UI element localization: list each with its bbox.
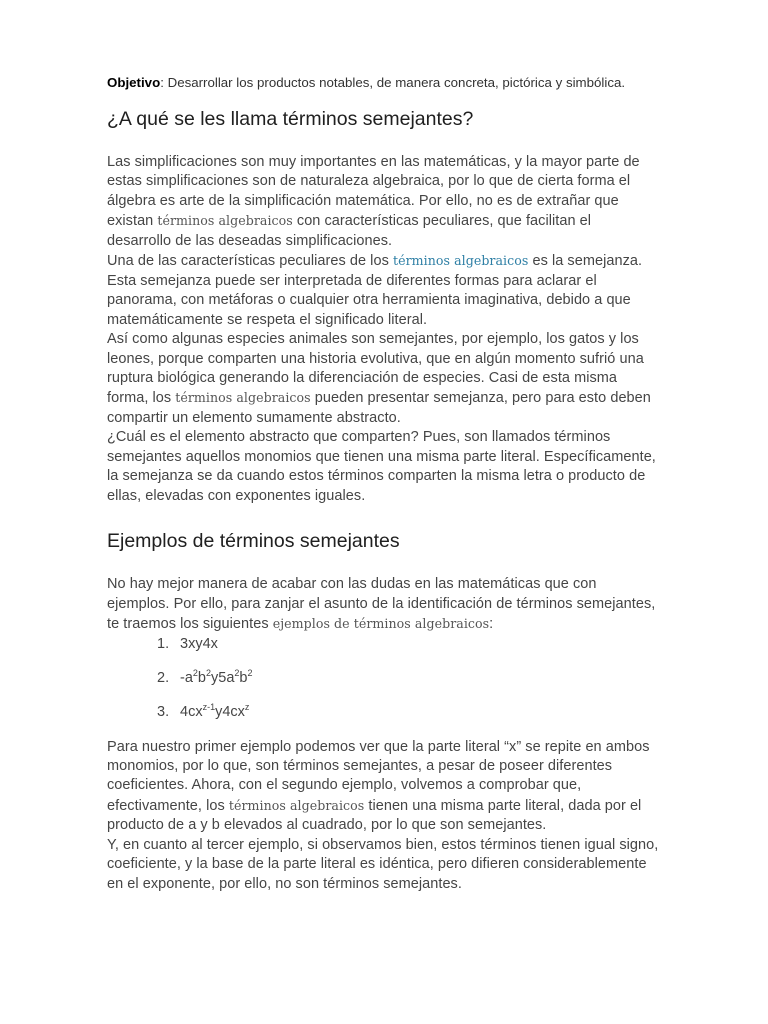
link-algebraic-terms[interactable]: términos algebraicos: [392, 253, 529, 269]
text-run: ¿Cuál es el elemento abstracto que comparten? Pues, son llamados términos semejantes aquellos monomios que tienen una misma parte literal. Específicamente, la semejanza se da cuando estos términos comparten la misma letra o producto de ellas, elevadas con exponentes iguales.: [107, 429, 656, 504]
expression-base: 4cx: [180, 703, 203, 720]
expression-base: y4cx: [215, 703, 245, 720]
expression-base: y5a: [211, 669, 235, 686]
text-run: pueden presentar semejanza, pero para esto deben compartir un elemento sumamente abstracto.: [107, 390, 651, 426]
list-number: 3.: [157, 703, 170, 720]
text-run: Para nuestro primer ejemplo podemos ver que la parte literal “x” se repite en ambos monomios, por lo que, son términos semejantes, a pesar de poseer diferentes coeficientes. Ahora, con el segundo ejemplo, volvemos a comprobar que, efectivamente, los: [107, 738, 650, 814]
list-number: 2.: [157, 669, 170, 686]
exponent: 2: [234, 667, 240, 678]
list-item: [107, 635, 659, 654]
text-run: Y, en cuanto al tercer ejemplo, si observamos bien, estos términos tienen igual signo, coeficiente, y la base de la parte literal es idéntica, pero difieren considerablemente en el exponente, por ello, no son términos semejantes.: [107, 836, 659, 892]
expression: 3xy4x: [180, 635, 218, 652]
text-run: No hay mejor manera de acabar con las dudas en las matemáticas que con ejemplos. Por ello, para zanjar el asunto de la identificación de términos semejantes, te traemos los siguientes: [107, 576, 656, 633]
expression: [180, 667, 253, 686]
list-number: 1.: [157, 635, 170, 652]
text-run: es la semejanza. Esta semejanza puede ser interpretada de diferentes formas para aclarar el panorama, con metáforas o cualquier otra herramienta imaginativa, debido a que matemáticamente se respeta el significado literal.: [107, 253, 643, 328]
text-run: :: [489, 616, 494, 633]
expression-base: b: [197, 669, 206, 686]
examples-list: [107, 635, 659, 722]
term-algebraic: términos algebraicos: [157, 213, 293, 229]
heading-examples: Ejemplos de términos semejantes: [107, 530, 400, 553]
text-run: tienen una misma parte literal, dada por el producto de a y b elevados al cuadrado, por lo que son semejantes.: [107, 797, 642, 834]
expression-base: b: [239, 669, 248, 686]
term-algebraic: términos algebraicos: [175, 390, 311, 406]
text-run: Las simplificaciones son muy importantes en las matemáticas, y la mayor parte de estas simplificaciones son de naturaleza algebraica, por lo que de cierta forma el álgebra es arte de la simplificación matemática. Por ello, no es de extrañar que existan: [107, 154, 640, 230]
objective-text: : Desarrollar los productos notables, de manera concreta, pictórica y simbólica.: [160, 75, 626, 90]
paragraph-examples-intro: [107, 575, 659, 634]
text-run: Una de las características peculiares de los: [107, 253, 393, 270]
paragraph-explanation: [107, 738, 659, 895]
text-run: con características peculiares, que facilitan el desarrollo de las deseadas simplificaciones.: [107, 213, 592, 249]
exponent: 2: [192, 667, 198, 678]
list-item: [107, 669, 659, 688]
exponent: z: [244, 701, 250, 712]
list-item: [107, 703, 659, 722]
exponent: z-1: [202, 701, 216, 712]
text-run: Así como algunas especies animales son semejantes, por ejemplo, los gatos y los leones, porque comparten una historia evolutiva, que en algún momento sufrió una ruptura biológica generando la diferenciación de especies. Casi de esta misma forma, los: [107, 331, 644, 407]
document-page: [107, 74, 659, 894]
exponent: 2: [206, 667, 212, 678]
paragraph-simplifications: [107, 153, 659, 506]
objective-label: Objetivo: [107, 75, 161, 90]
expression: [180, 701, 250, 720]
expression-base: -a: [180, 669, 193, 686]
objective-paragraph: [107, 74, 659, 92]
heading-similar-terms: ¿A qué se les llama términos semejantes?: [107, 108, 474, 130]
exponent: 2: [247, 667, 253, 678]
term-examples: ejemplos de términos algebraicos: [272, 616, 490, 632]
term-algebraic: términos algebraicos: [228, 797, 365, 813]
